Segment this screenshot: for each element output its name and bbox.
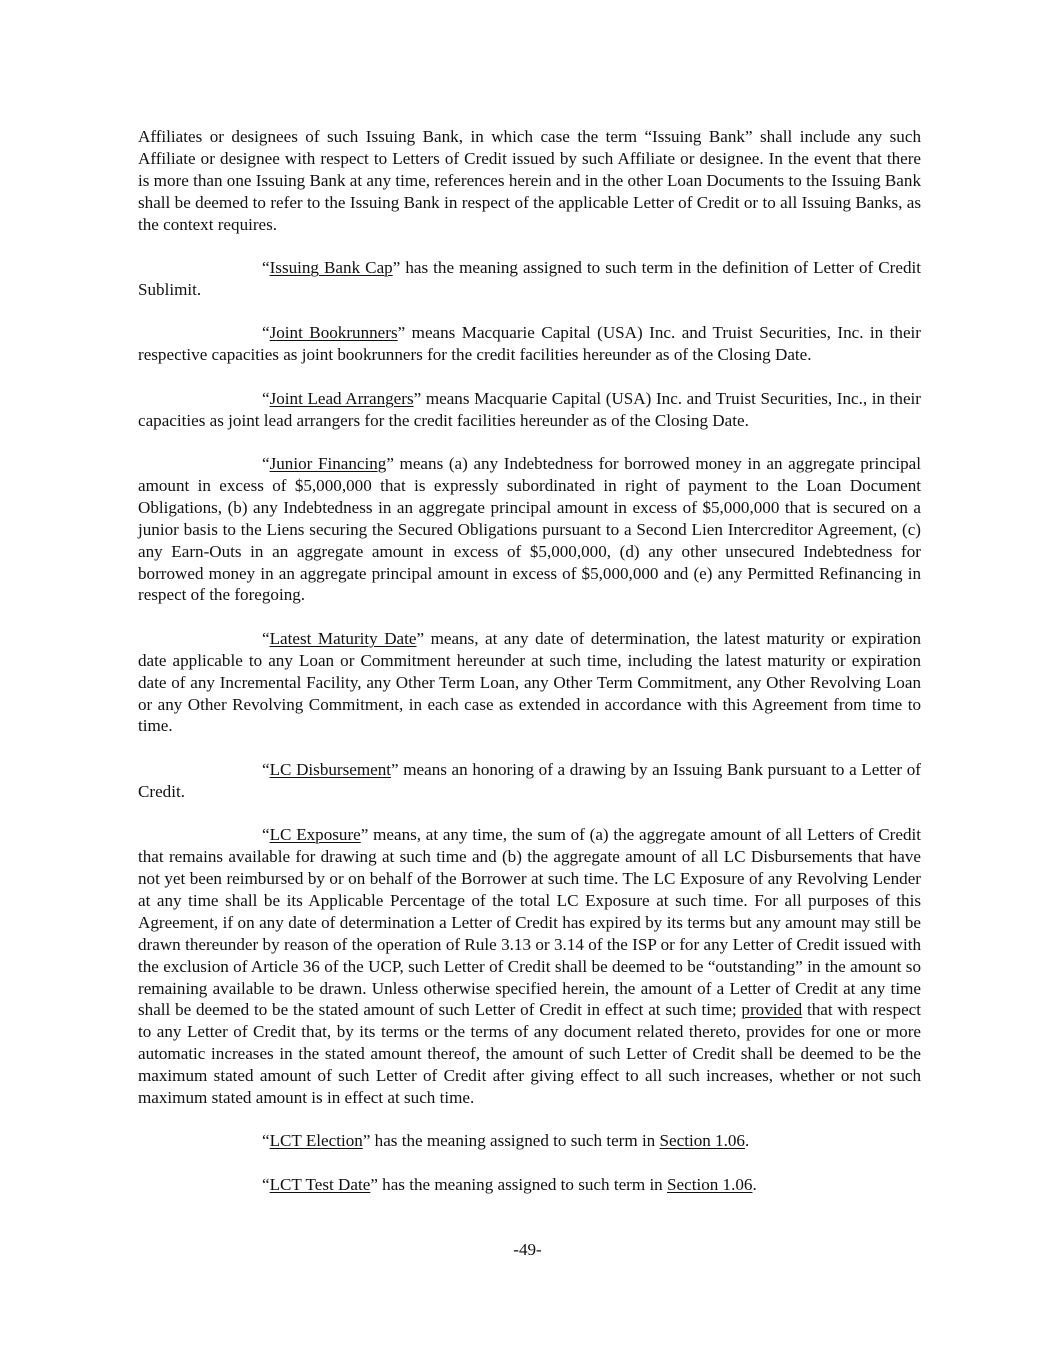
definition-text: ” means, at any date of determination, the latest maturity or expiration date applicable to any Loan or Commitment hereunder at such time, including the latest maturity or expiration date of any Incremental Facility, any Other Term Loan, any Other Term Commitment, any Other Revolving Loan or any Other Revolving Commitment, in each case as extended in accordance with this Agreement from time to time. <box>138 628 922 736</box>
defined-term: Issuing Bank Cap <box>269 258 393 278</box>
section-reference: Section 1.06 <box>659 1131 745 1151</box>
open-quote: “ <box>262 1174 270 1194</box>
open-quote: “ <box>262 453 270 473</box>
defined-term: Joint Bookrunners <box>269 323 398 343</box>
open-quote: “ <box>262 1131 270 1151</box>
open-quote: “ <box>262 323 270 343</box>
open-quote: “ <box>262 825 270 845</box>
definition-lct-test-date <box>138 1174 921 1196</box>
defined-term: LCT Test Date <box>269 1174 371 1194</box>
definition-text: ” has the meaning assigned to such term in <box>370 1174 668 1194</box>
definition-text: ” means (a) any Indebtedness for borrowed money in an aggregate principal amount in excess of $5,000,000 that is expressly subordinated in right of payment to the Loan Document Obligations, (b) any Indebtedness in an aggregate principal amount in excess of $5,000,000 that is secured on a junior basis to the Liens securing the Secured Obligations pursuant to a Second Lien Intercreditor Agreement, (c) any Earn-Outs in an aggregate amount in excess of $5,000,000, (d) any other unsecured Indebtedness for borrowed money in an aggregate principal amount in excess of $5,000,000 and (e) any Permitted Refinancing in respect of the foregoing. <box>138 453 921 605</box>
definition-joint-bookrunners <box>138 322 921 366</box>
defined-term: Latest Maturity Date <box>269 628 417 648</box>
open-quote: “ <box>262 759 270 779</box>
section-reference: Section 1.06 <box>667 1174 753 1194</box>
definition-text: ” has the meaning assigned to such term in the definition of Letter of Credit Sublimit. <box>138 258 921 299</box>
definition-text-continued: that with respect to any Letter of Credit that, by its terms or the terms of any document related thereto, provides for one or more automatic increases in the stated amount thereof, the amount of such Letter of Credit shall be deemed to be the maximum stated amount of such Letter of Credit after giving effect to all such increases, whether or not such maximum stated amount is in effect at such time. <box>138 1000 921 1108</box>
defined-term: LCT Election <box>269 1131 363 1151</box>
continuation-paragraph: Affiliates or designees of such Issuing Bank, in which case the term “Issuing Bank” shall include any such Affiliate or designee with respect to Letters of Credit issued by such Affiliate or designee. In the event that there is more than one Issuing Bank at any time, references herein and in the other Loan Documents to the Issuing Bank shall be deemed to refer to the Issuing Bank in respect of the applicable Letter of Credit or to all Issuing Banks, as the context requires. <box>138 127 921 234</box>
sentence-end: . <box>752 1174 757 1194</box>
definition-text: ” means Macquarie Capital (USA) Inc. and Truist Securities, Inc., in their capacities as joint lead arrangers for the credit facilities hereunder as of the Closing Date. <box>138 388 921 430</box>
definition-joint-lead-arrangers <box>138 388 921 432</box>
defined-term: Joint Lead Arrangers <box>269 388 414 408</box>
definition-text: ” means Macquarie Capital (USA) Inc. and Truist Securities, Inc. in their respective capacities as joint bookrunners for the credit facilities hereunder as of the Closing Date. <box>138 323 921 365</box>
definition-text: ” has the meaning assigned to such term in <box>362 1131 660 1151</box>
document-page <box>138 126 921 1217</box>
definition-junior-financing <box>138 453 921 606</box>
definition-lc-disbursement <box>138 759 921 803</box>
defined-term: LC Disbursement <box>269 759 392 779</box>
definition-issuing-bank-cap <box>138 257 921 301</box>
open-quote: “ <box>262 258 270 278</box>
sentence-end: . <box>744 1131 750 1151</box>
page-number: -49- <box>513 1240 542 1259</box>
defined-term: Junior Financing <box>269 453 387 473</box>
definition-latest-maturity-date <box>138 628 921 738</box>
definition-text: ” means an honoring of a drawing by an Issuing Bank pursuant to a Letter of Credit. <box>138 759 921 801</box>
defined-term: LC Exposure <box>269 825 361 845</box>
definition-lct-election <box>138 1130 921 1152</box>
provided-keyword: provided <box>741 1000 803 1020</box>
definition-lc-exposure <box>138 824 921 1109</box>
open-quote: “ <box>262 388 270 408</box>
open-quote: “ <box>262 628 270 648</box>
definition-text: ” means, at any time, the sum of (a) the aggregate amount of all Letters of Credit that remains available for drawing at such time and (b) the aggregate amount of all LC Disbursements that have not yet been reimbursed by or on behalf of the Borrower at such time. The LC Exposure of any Revolving Lender at any time shall be its Applicable Percentage of the total LC Exposure at such time. For all purposes of this Agreement, if on any date of determination a Letter of Credit has expired by its terms but any amount may still be drawn thereunder by reason of the operation of Rule 3.13 or 3.14 of the ISP or for any Letter of Credit issued with the exclusion of Article 36 of the UCP, such Letter of Credit shall be deemed to be “outstanding” in the amount so remaining available to be drawn. Unless otherwise specified herein, the amount of a Letter of Credit at any time shall be deemed to be the stated amount of such Letter of Credit in effect at such time; <box>138 825 921 1020</box>
